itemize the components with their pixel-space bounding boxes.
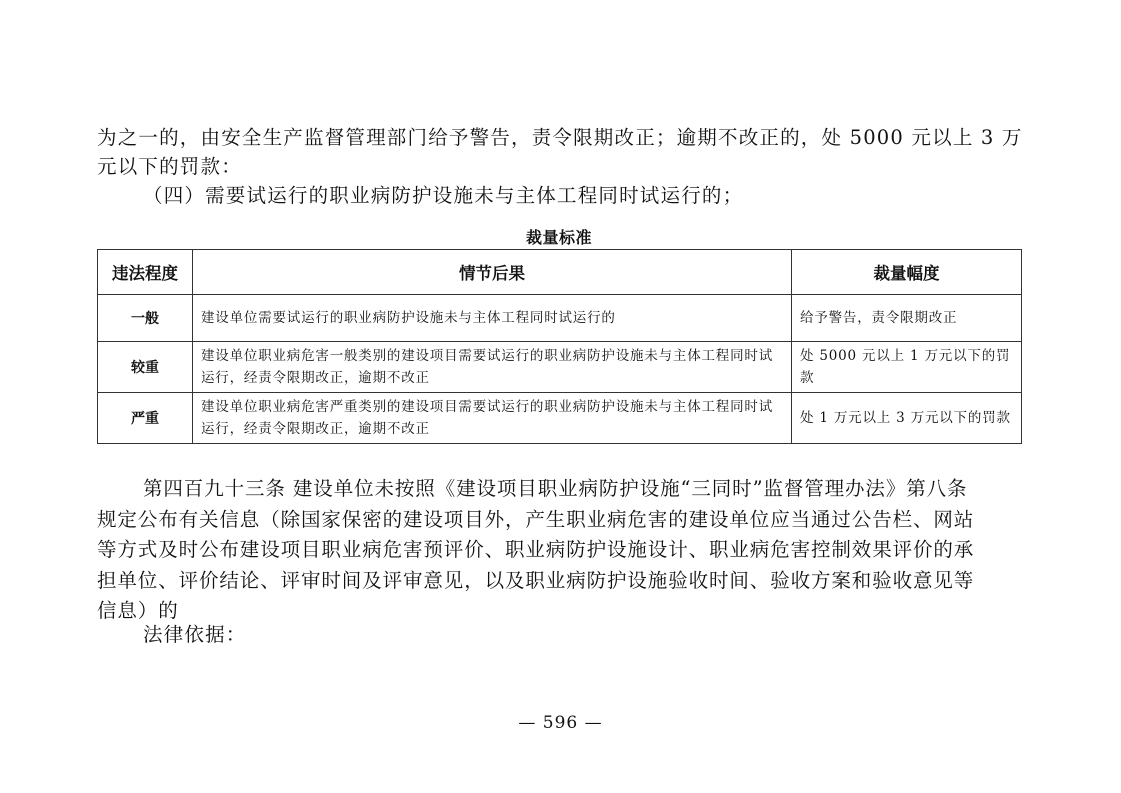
page-number: — 596 — [518, 713, 603, 733]
article-493 [97, 474, 1027, 627]
intro-line: 元以下的罚款： [97, 155, 242, 178]
circumstance-cell: 建设单位职业病危害一般类别的建设项目需要试运行的职业病防护设施未与主体工程同时试运行，经责令限期改正，逾期不改正 [193, 342, 792, 393]
degree-cell: 严重 [98, 393, 193, 444]
article-line: 担单位、评价结论、评审时间及评审意见，以及职业病防护设施验收时间、验收方案和验收意见等 [97, 568, 975, 592]
range-cell: 处 1 万元以上 3 万元以下的罚款 [792, 393, 1022, 444]
table-row [98, 393, 1022, 444]
header-range: 裁量幅度 [792, 250, 1022, 295]
intro-line: 为之一的，由安全生产监督管理部门给予警告，责令限期改正；逾期不改正的，处 5000 元以上 3 万 [97, 126, 1023, 149]
article-line: 规定公布有关信息（除国家保密的建设项目外，产生职业病危害的建设单位应当通过公告栏、网站 [97, 507, 975, 531]
header-circumstance: 情节后果 [193, 250, 792, 295]
discretion-standard-table [97, 249, 1022, 444]
header-degree: 违法程度 [98, 250, 193, 295]
legal-basis: 法律依据： [143, 623, 247, 646]
table-header-row [98, 250, 1022, 295]
range-cell: 处 5000 元以上 1 万元以下的罚款 [792, 342, 1022, 393]
intro-paragraph [97, 123, 1027, 181]
table-row [98, 342, 1022, 393]
range-cell: 给予警告，责令限期改正 [792, 295, 1022, 342]
article-line: 第四百九十三条 建设单位未按照《建设项目职业病防护设施“三同时”监督管理办法》第八条 [143, 477, 968, 500]
degree-cell: 一般 [98, 295, 193, 342]
item-four: （四）需要试运行的职业病防护设施未与主体工程同时试运行的； [143, 184, 744, 207]
circumstance-cell: 建设单位需要试运行的职业病防护设施未与主体工程同时试运行的 [193, 295, 792, 342]
circumstance-cell: 建设单位职业病危害严重类别的建设项目需要试运行的职业病防护设施未与主体工程同时试运行，经责令限期改正，逾期不改正 [193, 393, 792, 444]
table-caption: 裁量标准 [525, 228, 592, 247]
table-row [98, 295, 1022, 342]
article-line: 等方式及时公布建设项目职业病危害预评价、职业病防护设施设计、职业病危害控制效果评价的承 [97, 538, 975, 561]
degree-cell: 较重 [98, 342, 193, 393]
article-line: 信息）的 [97, 599, 179, 622]
